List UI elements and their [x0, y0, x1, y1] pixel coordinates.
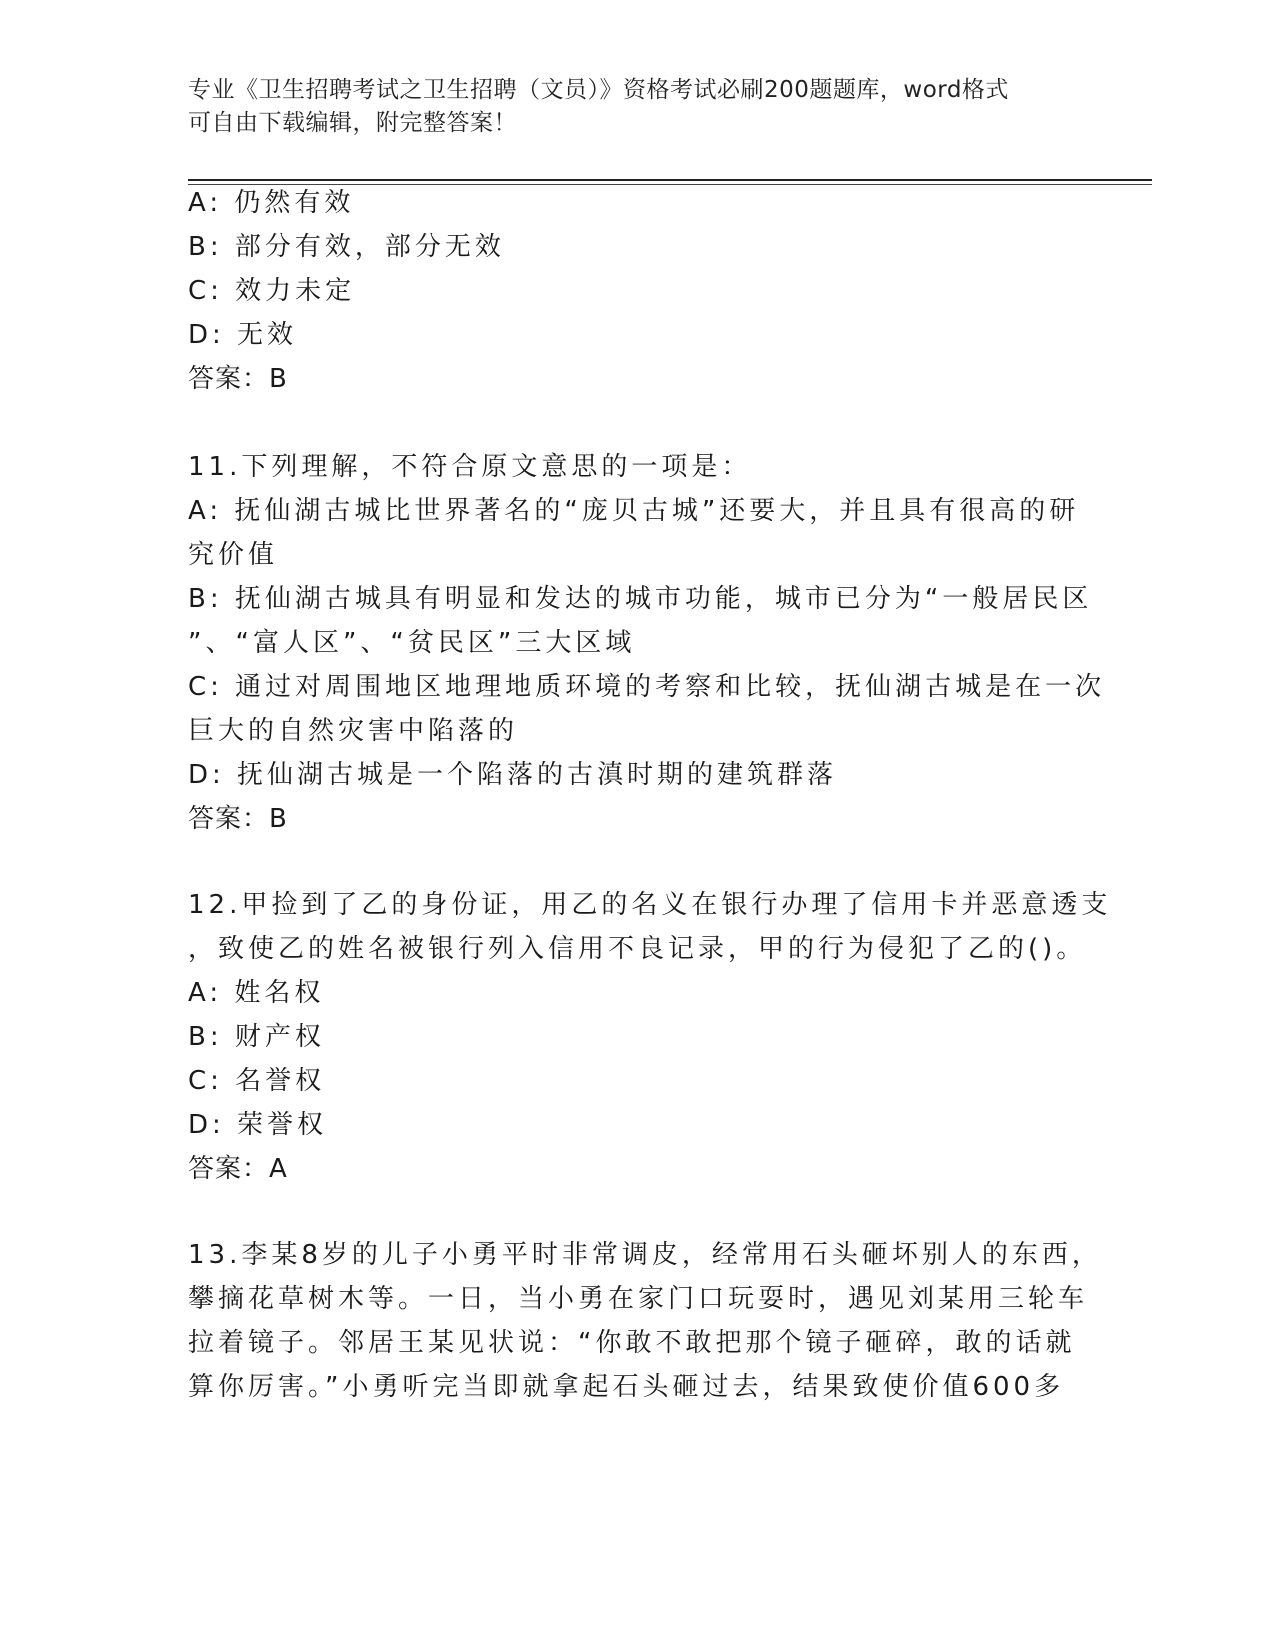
- q10-option-d: D: 无效: [188, 320, 298, 350]
- q13-stem-line-3: 拉着镜子。邻居王某见状说：“你敢不敢把那个镜子砸碎，敢的话就: [188, 1328, 1076, 1358]
- header-line-2: 可自由下载编辑，附完整答案！: [188, 110, 517, 136]
- q12-answer: 答案：A: [188, 1154, 288, 1184]
- header-divider-thick: [188, 179, 1152, 181]
- q10-option-c: C: 效力未定: [188, 276, 356, 306]
- q11-option-b-line-1: B: 抚仙湖古城具有明显和发达的城市功能，城市已分为“一般居民区: [188, 584, 1093, 614]
- header-divider-thin: [188, 184, 1152, 185]
- q12-option-d: D: 荣誉权: [188, 1110, 328, 1140]
- q13-stem-line-1: 13.李某8岁的儿子小勇平时非常调皮，经常用石头砸坏别人的东西，: [188, 1240, 1102, 1270]
- q11-option-b-line-2: ”、“富人区”、“贫民区”三大区域: [188, 628, 636, 658]
- q10-option-a: A: 仍然有效: [188, 188, 355, 218]
- q11-option-a-line-2: 究价值: [188, 540, 279, 570]
- q11-option-c-line-2: 巨大的自然灾害中陷落的: [188, 716, 519, 746]
- q12-option-b: B: 财产权: [188, 1022, 325, 1052]
- q11-stem: 11.下列理解，不符合原文意思的一项是：: [188, 452, 752, 482]
- header-line-1: 专业《卫生招聘考试之卫生招聘（文员）》资格考试必刷200题题库，word格式: [188, 77, 1009, 103]
- q11-option-a-line-1: A: 抚仙湖古城比世界著名的“庞贝古城”还要大，并且具有很高的研: [188, 496, 1080, 526]
- q12-stem-line-2: ，致使乙的姓名被银行列入信用不良记录，甲的行为侵犯了乙的()。: [188, 934, 1087, 964]
- q13-stem-line-2: 攀摘花草树木等。一日，当小勇在家门口玩耍时，遇见刘某用三轮车: [188, 1284, 1089, 1314]
- q12-option-c: C: 名誉权: [188, 1066, 326, 1096]
- q11-answer: 答案：B: [188, 804, 288, 834]
- document-header: [188, 74, 1088, 140]
- q12-option-a: A: 姓名权: [188, 978, 325, 1008]
- q10-answer: 答案：B: [188, 364, 288, 394]
- q10-option-b: B: 部分有效，部分无效: [188, 232, 505, 262]
- q11-option-c-line-1: C: 通过对周围地区地理地质环境的考察和比较，抚仙湖古城是在一次: [188, 672, 1106, 702]
- q12-stem-line-1: 12.甲捡到了乙的身份证，用乙的名义在银行办理了信用卡并恶意透支: [188, 890, 1112, 920]
- q11-option-d: D: 抚仙湖古城是一个陷落的古滇时期的建筑群落: [188, 760, 838, 790]
- q13-stem-line-4: 算你厉害。”小勇听完当即就拿起石头砸过去，结果致使价值600多: [188, 1372, 1065, 1402]
